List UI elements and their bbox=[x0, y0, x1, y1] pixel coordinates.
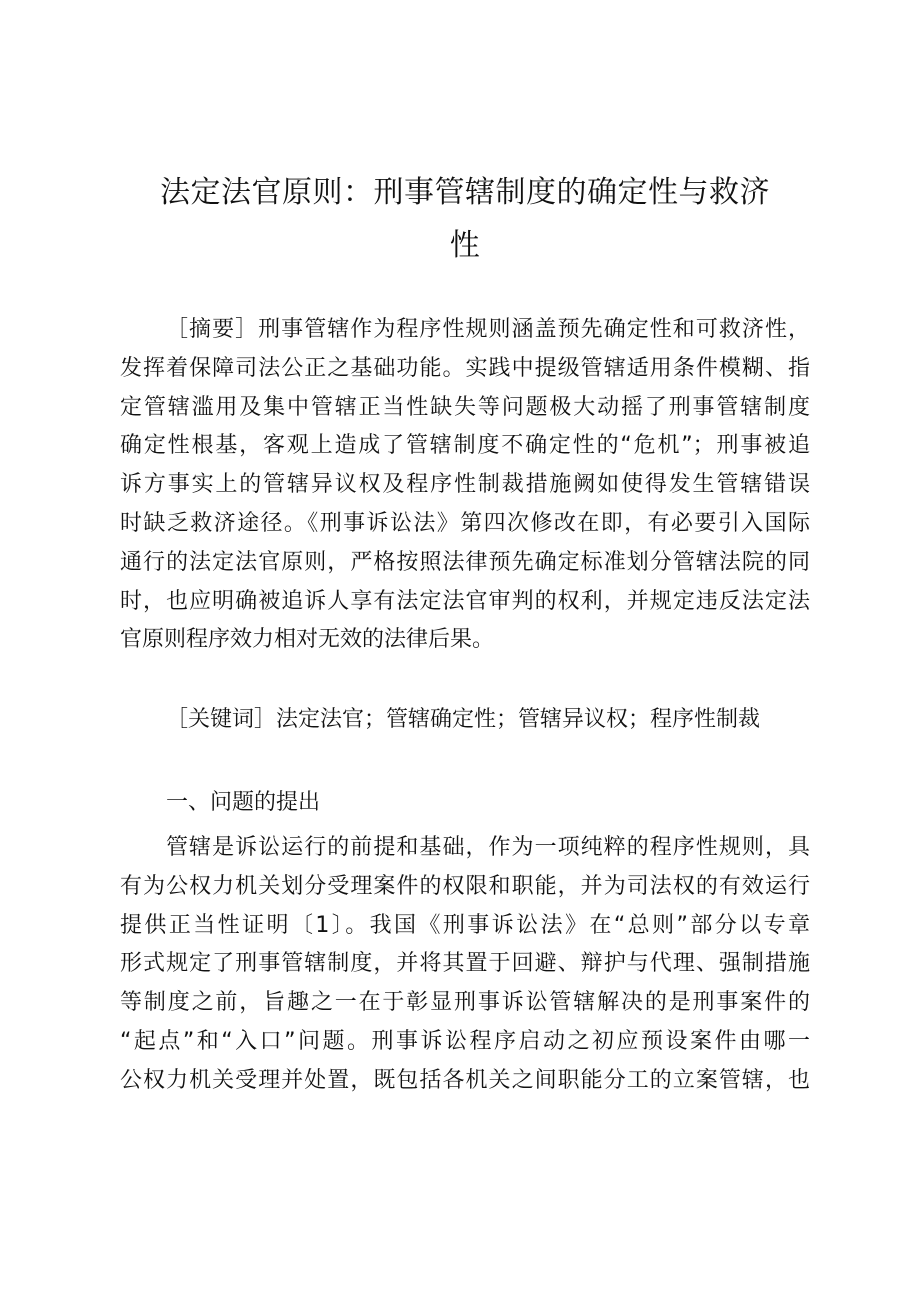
document-title bbox=[120, 166, 810, 272]
abstract-line: 定管辖滥用及集中管辖正当性缺失等问题极大动摇了刑事管辖制度 bbox=[120, 394, 810, 420]
body-line: 等制度之前，旨趣之一在于彰显刑事诉讼管辖解决的是刑事案件的 bbox=[120, 990, 810, 1016]
keywords-line: ［关键词］法定法官；管辖确定性；管辖异议权；程序性制裁 bbox=[166, 707, 761, 732]
body-line: 公权力机关受理并处置，既包括各机关之间职能分工的立案管辖，也 bbox=[120, 1067, 810, 1093]
section-heading: 一、问题的提出 bbox=[166, 790, 321, 815]
abstract-line: 发挥着保障司法公正之基础功能。实践中提级管辖适用条件模糊、指 bbox=[120, 355, 810, 381]
body-line: 提供正当性证明〔1〕。我国《刑事诉讼法》在“总则”部分以专章 bbox=[120, 912, 810, 938]
abstract-paragraph bbox=[120, 311, 810, 660]
title-line-1: 法定法官原则：刑事管辖制度的确定性与救济 bbox=[160, 175, 770, 210]
body-paragraph bbox=[120, 829, 810, 1101]
body-line: 形式规定了刑事管辖制度，并将其置于回避、辩护与代理、强制措施 bbox=[120, 951, 810, 977]
abstract-line: 时，也应明确被追诉人享有法定法官审判的权利，并规定违反法定法 bbox=[120, 588, 810, 614]
title-line-2: 性 bbox=[449, 228, 481, 263]
abstract-line: ［摘要］刑事管辖作为程序性规则涵盖预先确定性和可救济性， bbox=[166, 317, 810, 342]
abstract-line: 通行的法定法官原则，严格按照法律预先确定标准划分管辖法院的同 bbox=[120, 549, 810, 575]
abstract-line: 诉方事实上的管辖异议权及程序性制裁措施阙如使得发生管辖错误 bbox=[120, 472, 810, 498]
body-line: 有为公权力机关划分受理案件的权限和职能，并为司法权的有效运行 bbox=[120, 873, 810, 899]
abstract-line: 官原则程序效力相对无效的法律后果。 bbox=[120, 627, 495, 653]
body-line: “起点”和“入口”问题。刑事诉讼程序启动之初应预设案件由哪一 bbox=[120, 1028, 810, 1054]
abstract-line: 确定性根基，客观上造成了管辖制度不确定性的“危机”；刑事被追 bbox=[120, 433, 810, 459]
body-line: 管辖是诉讼运行的前提和基础，作为一项纯粹的程序性规则，具 bbox=[166, 835, 810, 860]
abstract-line: 时缺乏救济途径。《刑事诉讼法》第四次修改在即，有必要引入国际 bbox=[120, 510, 810, 536]
